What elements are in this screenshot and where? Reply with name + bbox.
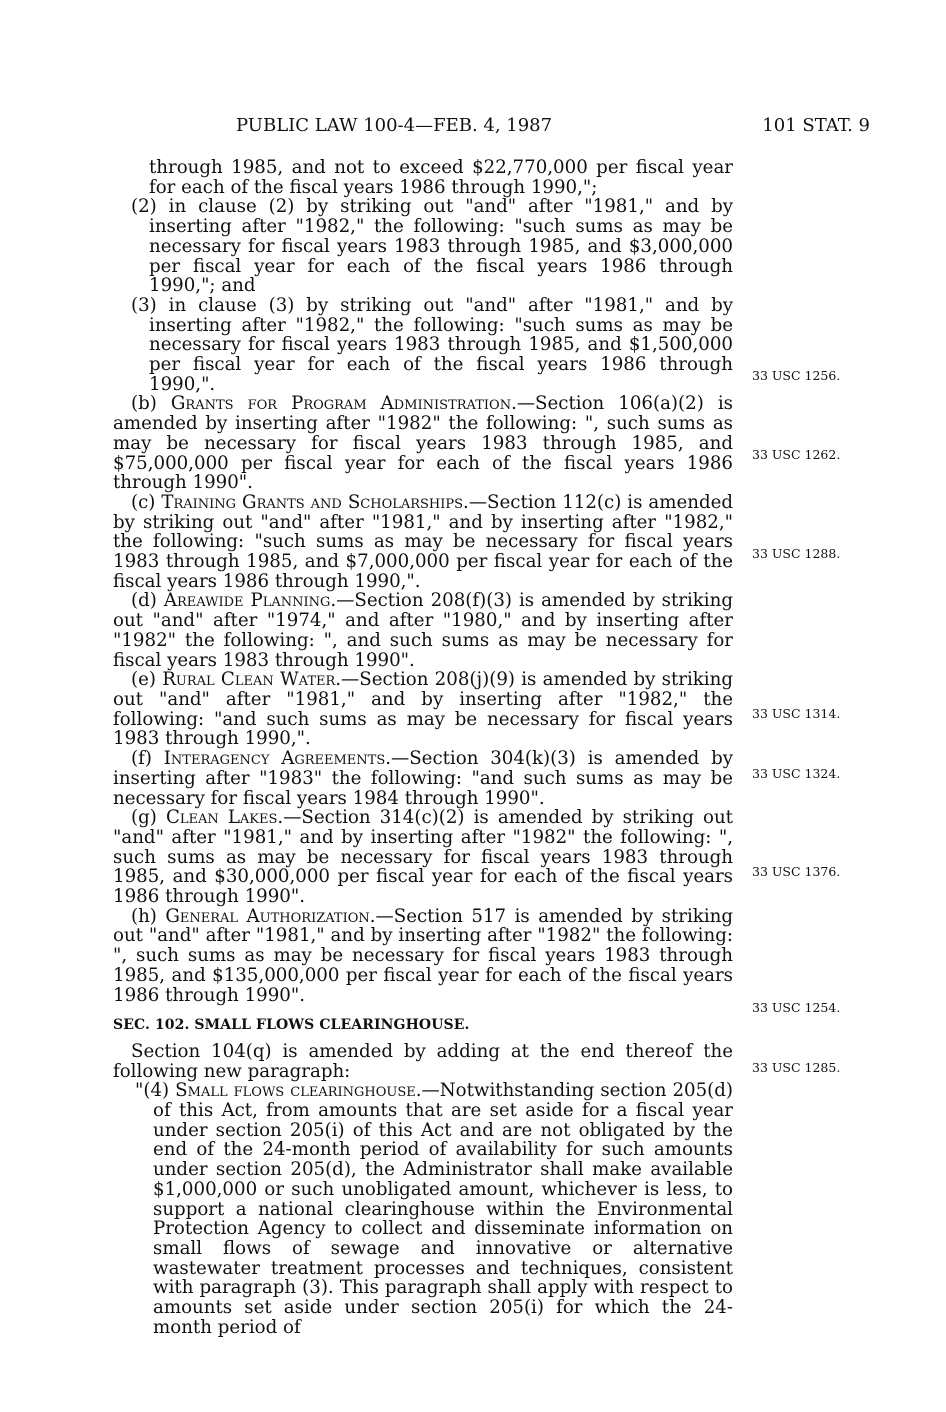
subsection-h-text: —Section 517 is amended by striking out "and" after "1981," and by inserting after "1982" the following: ", such sums as may be necessary for fiscal years 1983 through 1985, and $135,000,000 per fiscal year for each of the fiscal years 1986 through 1990".: [113, 905, 733, 1006]
subsection-d: [113, 591, 733, 670]
subsection-c-label: (c): [131, 491, 162, 513]
margin-note-33-usc-1285: 33 USC 1285.: [752, 1060, 841, 1075]
subsection-h-label: (h): [131, 905, 166, 927]
subsection-b-heading: Grants for Program Administration.: [170, 393, 517, 415]
subsection-e: [113, 670, 733, 749]
subsection-e-text: —Section 208(j)(9) is amended by striking out "and" after "1981," and by inserting after "1982," the following: "and such sums as may be necessary for fiscal years 1983 through 1990,".: [113, 669, 733, 750]
subsection-c: [113, 493, 733, 592]
paragraph-4-small-flows: [113, 1081, 733, 1337]
document-body: [113, 158, 733, 1337]
subsection-e-heading: Rural Clean Water.: [162, 669, 342, 691]
subsection-b-label: (b): [131, 393, 171, 415]
paragraph-4-heading: Small flows clearinghouse.: [175, 1080, 422, 1102]
paragraph-clause-3: (3) in clause (3) by striking out "and" after "1981," and by inserting after "1982," the following: "such sums as may be necessary for fiscal years 1983 through 1985, and $1,500,000 per fiscal year for each of the fiscal years 1986 through 1990,".: [131, 294, 733, 395]
subsection-e-label: (e): [131, 669, 163, 691]
paragraph-4-text: —Notwithstanding section 205(d) of this Act, from amounts that are set aside for a fiscal year under section 205(i) of this Act and are not obligated by the end of the 24-month period of availability for such amounts under section 205(d), the Administrator shall make available $1,000,000 or such unobligated amount, whichever is less, to support a national clearinghouse within the Environmental Protection Agency to collect and disseminate information on small flows of sewage and innovative or alternative wastewater treatment processes and techniques, consistent with paragraph (3). This paragraph shall apply with respect to amounts set aside under section 205(i) for which the 24-month period of: [153, 1080, 733, 1338]
paragraph-4-label: "(4): [135, 1080, 176, 1102]
subsection-b: [113, 394, 733, 493]
subsection-f-text: —Section 304(k)(3) is amended by inserting after "1983" the following: "and such sums as may be necessary for fiscal years 1984 through 1990".: [113, 748, 733, 809]
subsection-d-text: —Section 208(f)(3) is amended by striking out "and" after "1974," and after "1980," and by inserting after "1982" the following: ", and such sums as may be necessary for fiscal years 1983 through 1990".: [113, 590, 733, 671]
subsection-c-text: —Section 112(c) is amended by striking out "and" after "1981," and by inserting after "1982," the following: "such sums as may be necessary for fiscal years 1983 through 1985, and $7,000,000 per fiscal year for each of the fiscal years 1986 through 1990,".: [113, 491, 733, 592]
margin-note-33-usc-1324: 33 USC 1324.: [752, 766, 841, 781]
header-title: PUBLIC LAW 100-4—FEB. 4, 1987: [236, 115, 553, 136]
subsection-c-heading: Training Grants and Scholarships.: [161, 491, 469, 513]
margin-note-33-usc-1376: 33 USC 1376.: [752, 864, 841, 879]
subsection-g-heading: Clean Lakes.: [165, 807, 284, 829]
margin-note-33-usc-1314: 33 USC 1314.: [752, 706, 841, 721]
subsection-g-label: (g): [131, 807, 166, 829]
subsection-d-label: (d): [131, 590, 164, 612]
subsection-g: [113, 808, 733, 907]
subsection-f: [113, 749, 733, 808]
subsection-f-heading: Interagency Agreements.: [163, 748, 392, 770]
margin-note-33-usc-1256: 33 USC 1256.: [752, 368, 841, 383]
subsection-d-heading: Areawide Planning.: [163, 590, 337, 612]
section-102-heading: SEC. 102. SMALL FLOWS CLEARINGHOUSE.: [113, 1017, 470, 1034]
margin-note-33-usc-1254: 33 USC 1254.: [752, 1000, 841, 1015]
subsection-h-heading: General Authorization.: [165, 905, 376, 927]
page-header: [0, 115, 946, 145]
section-102-intro: Section 104(q) is amended by adding at the end thereof the following new paragraph:: [113, 1040, 733, 1082]
header-stat-page: 101 STAT. 9: [762, 115, 870, 136]
subsection-b-text: —Section 106(a)(2) is amended by inserting after "1982" the following: ", such sums as may be necessary for fiscal years 1983 through 1985, and $75,000,000 per fiscal year for each of the fiscal years 1986 through 1990".: [113, 393, 733, 494]
subsection-f-label: (f): [131, 748, 164, 770]
margin-note-33-usc-1288: 33 USC 1288.: [752, 546, 841, 561]
margin-note-33-usc-1262: 33 USC 1262.: [752, 447, 841, 462]
subsection-g-text: —Section 314(c)(2) is amended by striking out "and" after "1981," and by inserting after "1982" the following: ", such sums as may be necessary for fiscal years 1983 through 1985, and $30,000,000 per fiscal year for each of the fiscal years 1986 through 1990".: [113, 807, 733, 908]
paragraph-continuation: through 1985, and not to exceed $22,770,000 per fiscal year for each of the fiscal years 1986 through 1990,";: [149, 157, 733, 198]
subsection-h: [113, 907, 733, 1006]
paragraph-clause-2: (2) in clause (2) by striking out "and" after "1981," and by inserting after "1982," the following: "such sums as may be necessary for fiscal years 1983 through 1985, and $3,000,000 per fiscal year for each of the fiscal years 1986 through 1990,"; and: [131, 196, 733, 297]
